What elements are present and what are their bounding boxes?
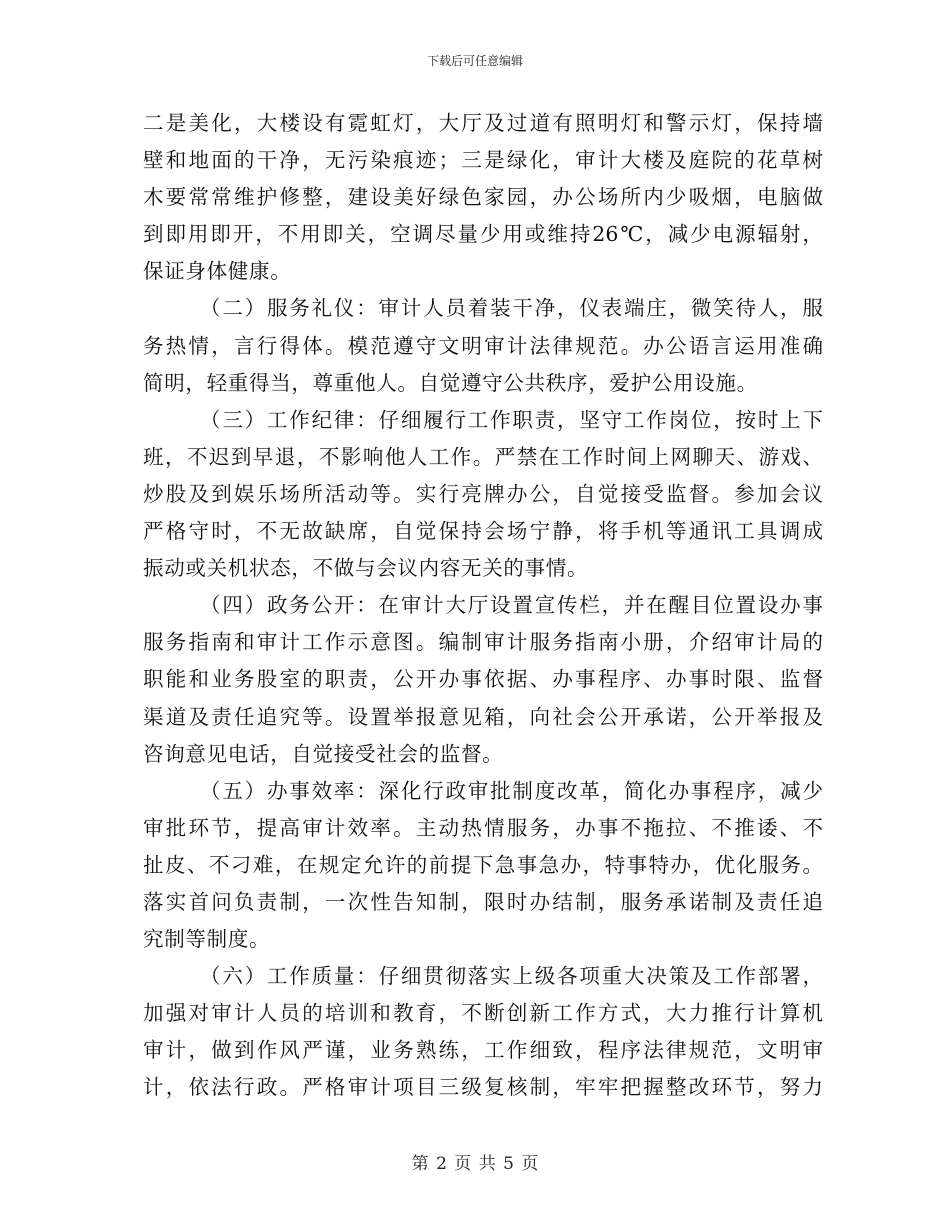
paragraph-first-line: （六）工作质量：仔细贯彻落实上级各项重大决策及工作部署， — [200, 964, 823, 989]
paragraph-line: 保证身体健康。 — [143, 259, 292, 284]
paragraph-first-line: （二）服务礼仪：审计人员着装干净，仪表端庄，微笑待人，服 — [200, 296, 823, 321]
paragraph-line: 审计，做到作风严谨，业务熟练，工作细致，程序法律规范，文明审 — [143, 1038, 823, 1063]
paragraph-line: 服务指南和审计工作示意图。编制审计服务指南小册，介绍审计局的 — [143, 630, 823, 655]
paragraph-line: 振动或关机状态，不做与会议内容无关的事情。 — [143, 556, 589, 581]
paragraph-line: 究制等制度。 — [143, 927, 271, 952]
paragraph-line: 务热情，言行得体。模范遵守文明审计法律规范。办公语言运用准确 — [143, 333, 823, 358]
paragraph-line: 壁和地面的干净，无污染痕迹；三是绿化，审计大楼及庭院的花草树 — [143, 148, 823, 173]
paragraph-first-line: （三）工作纪律：仔细履行工作职责，坚守工作岗位，按时上下 — [200, 407, 823, 432]
paragraph-line: 木要常常维护修整，建设美好绿色家园，办公场所内少吸烟，电脑做 — [143, 185, 823, 210]
paragraph-first-line: （五）办事效率：深化行政审批制度改革，简化办事程序，减少 — [200, 778, 823, 803]
paragraph-line: 加强对审计人员的培训和教育，不断创新工作方式，大力推行计算机 — [143, 1001, 823, 1026]
paragraph-line: 渠道及责任追究等。设置举报意见箱，向社会公开承诺，公开举报及 — [143, 704, 823, 729]
page-number-footer: 第 2 页 共 5 页 — [411, 1154, 539, 1174]
paragraph-line: 简明，轻重得当，尊重他人。自觉遵守公共秩序，爱护公用设施。 — [143, 370, 758, 395]
paragraph-line: 严格守时，不无故缺席，自觉保持会场宁静，将手机等通讯工具调成 — [143, 519, 823, 544]
paragraph-line: 咨询意见电话，自觉接受社会的监督。 — [143, 741, 504, 766]
paragraph-line: 计，依法行政。严格审计项目三级复核制，牢牢把握整改环节，努力 — [143, 1075, 823, 1100]
paragraph-line: 到即用即开，不用即关，空调尽量少用或维持26℃，减少电源辐射， — [143, 222, 823, 247]
paragraph-first-line: （四）政务公开：在审计大厅设置宣传栏，并在醒目位置设办事 — [200, 593, 823, 618]
paragraph-line: 二是美化，大楼设有霓虹灯，大厅及过道有照明灯和警示灯，保持墙 — [143, 111, 823, 135]
paragraph-line: 炒股及到娱乐场所活动等。实行亮牌办公，自觉接受监督。参加会议 — [143, 481, 823, 506]
document-body — [143, 105, 823, 1107]
paragraph-line: 班，不迟到早退，不影响他人工作。严禁在工作时间上网聊天、游戏、 — [143, 444, 823, 469]
paragraph-line: 审批环节，提高审计效率。主动热情服务，办事不拖拉、不推诿、不 — [143, 815, 823, 840]
paragraph-line: 扯皮、不刁难，在规定允许的前提下急事急办，特事特办，优化服务。 — [143, 852, 823, 877]
paragraph-line: 落实首问负责制，一次性告知制，限时办结制，服务承诺制及责任追 — [143, 889, 823, 914]
page-header: 下载后可任意编辑 — [426, 54, 523, 68]
paragraph-line: 职能和业务股室的职责，公开办事依据、办事程序、办事时限、监督 — [143, 667, 823, 692]
